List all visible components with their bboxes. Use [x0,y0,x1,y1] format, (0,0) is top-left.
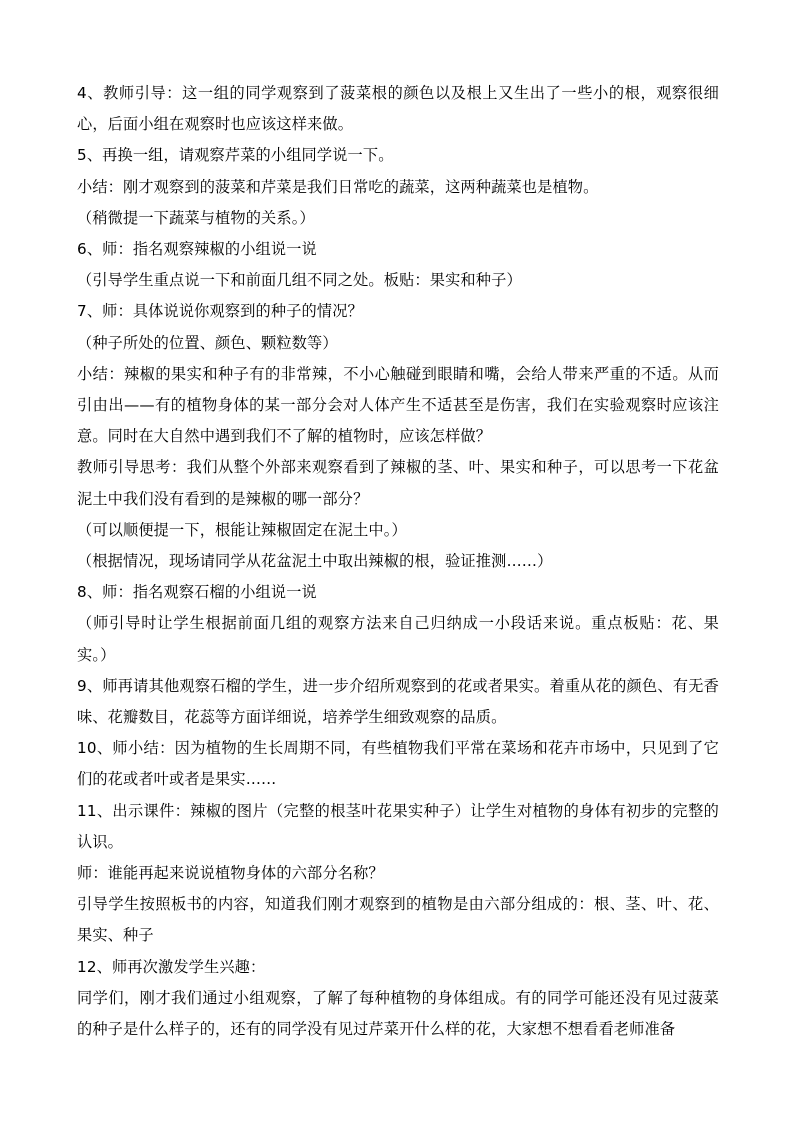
paragraph-step-5: 5、再换一组，请观察芹菜的小组同学说一下。 [77,146,394,165]
paragraph-note-seed-details: （种子所处的位置、颜色、颗粒数等） [77,333,338,352]
paragraph-summary-pepper: 小结：辣椒的果实和种子有的非常辣，不小心触碰到眼睛和嘴，会给人带来严重的不适。从而引由出——有的植物身体的某一部分会对人体产生不适甚至是伤害，我们在实验观察时应该注意。同时在大自然中遇到我们不了解的植物时，应该怎样做？ [77,364,719,446]
paragraph-note-verify: （根据情况，现场请同学从花盆泥土中取出辣椒的根，验证推测……） [77,552,553,571]
paragraph-note-flower-fruit: （师引导时让学生根据前面几组的观察方法来自己归纳成一小段话来说。重点板贴：花、果实。） [77,614,719,664]
paragraph-teacher-guide-thinking: 教师引导思考：我们从整个外部来观察看到了辣椒的茎、叶、果实和种子，可以思考一下花盆泥土中我们没有看到的是辣椒的哪一部分？ [77,458,719,508]
paragraph-summary-vegetables: 小结：刚才观察到的菠菜和芹菜是我们日常吃的蔬菜，这两种蔬菜也是植物。 [77,177,599,196]
paragraph-step-4: 4、教师引导：这一组的同学观察到了菠菜根的颜色以及根上又生出了一些小的根，观察很细心，后面小组在观察时也应该这样来做。 [77,84,719,134]
paragraph-step-10: 10、师小结：因为植物的生长周期不同，有些植物我们平常在菜场和花卉市场中，只见到了它们的花或者叶或者是果实…… [77,739,719,789]
paragraph-step-6: 6、师：指名观察辣椒的小组说一说 [77,240,317,259]
paragraph-closing: 同学们，刚才我们通过小组观察，了解了每种植物的身体组成。有的同学可能还没有见过菠菜的种子是什么样子的，还有的同学没有见过芹菜开什么样的花，大家想不想看看老师准备 [77,988,719,1039]
document-body [77,78,719,1045]
paragraph-teacher-question: 师：谁能再起来说说植物身体的六部分名称？ [77,864,384,883]
paragraph-step-9: 9、师再请其他观察石榴的学生，进一步介绍所观察到的花或者果实。着重从花的颜色、有无香味、花瓣数目，花蕊等方面详细说，培养学生细致观察的品质。 [77,676,719,727]
paragraph-note-vegetables-plants: （稍微提一下蔬菜与植物的关系。） [77,208,315,227]
paragraph-note-fruit-seed: （引导学生重点说一下和前面几组不同之处。板贴：果实和种子） [77,271,522,290]
paragraph-step-11: 11、出示课件：辣椒的图片（完整的根茎叶花果实种子）让学生对植物的身体有初步的完整的认识。 [77,801,719,851]
paragraph-step-7: 7、师：具体说说你观察到的种子的情况？ [77,302,363,321]
paragraph-note-root: （可以顺便提一下，根能让辣椒固定在泥土中。） [77,520,407,539]
paragraph-step-12: 12、师再次激发学生兴趣： [77,957,266,976]
paragraph-step-8: 8、师：指名观察石榴的小组说一说 [77,583,317,602]
paragraph-six-parts: 引导学生按照板书的内容，知道我们刚才观察到的植物是由六部分组成的：根、茎、叶、花、果实、种子 [77,895,719,945]
